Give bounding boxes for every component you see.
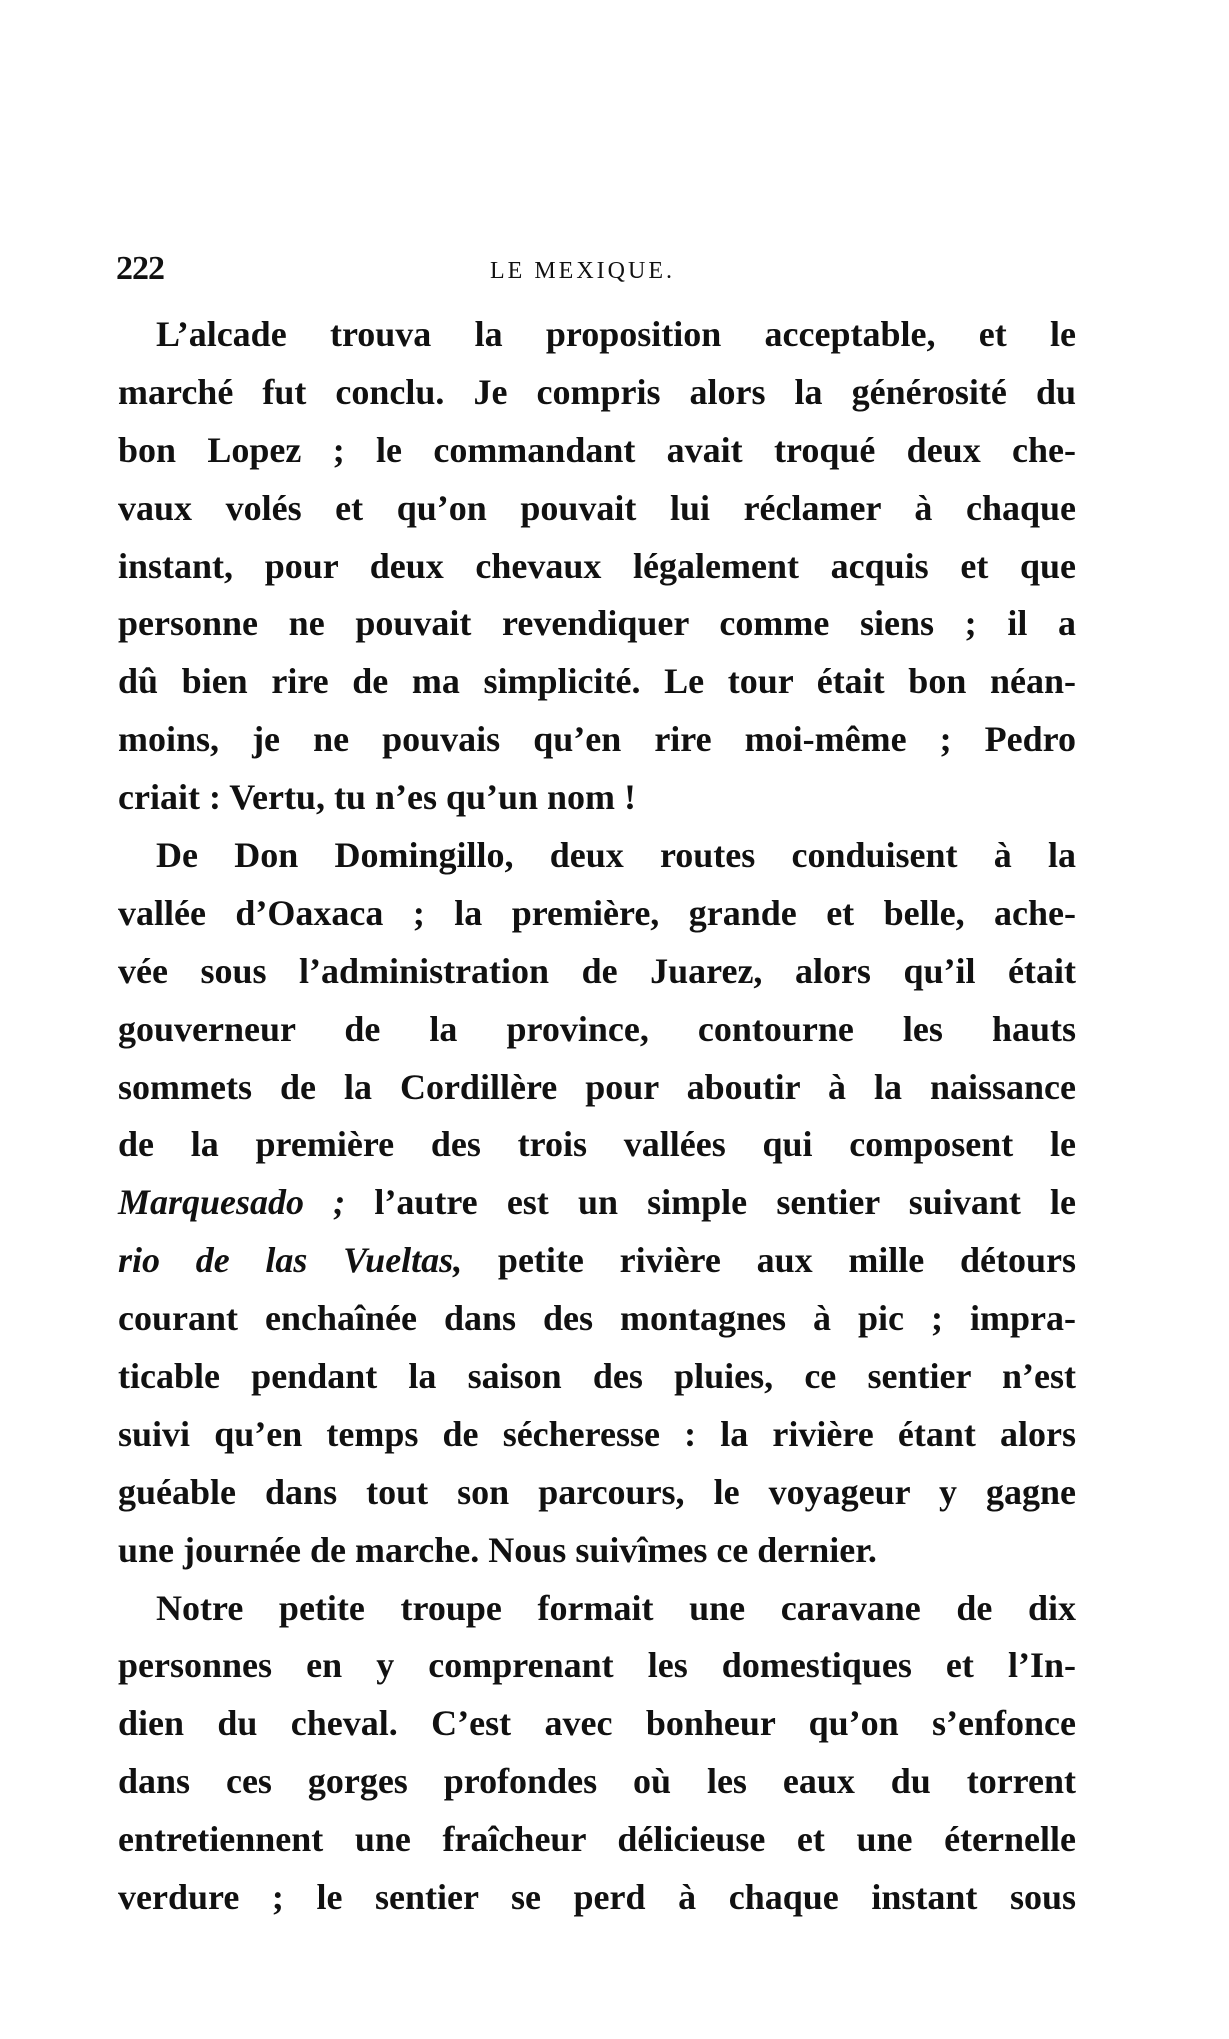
text-line: personne ne pouvait revendiquer comme siens ; il a (118, 603, 1076, 644)
text-line: bon Lopez ; le commandant avait troqué deux che- (118, 429, 1076, 470)
text-line (118, 1181, 1076, 1239)
text-line: ticable pendant la saison des pluies, ce sentier n’est (118, 1356, 1076, 1397)
text-line: une journée de marche. Nous suivîmes ce dernier. (118, 1529, 877, 1570)
text-line: dans ces gorges profondes où les eaux du torrent (118, 1761, 1076, 1802)
text-line: instant, pour deux chevaux légalement acquis et que (118, 545, 1076, 586)
italic-term: Marquesado ; (118, 1182, 346, 1223)
text-span: petite rivière aux mille détours (462, 1240, 1077, 1281)
text-line: gouverneur de la province, contourne les hauts (118, 1008, 1076, 1049)
italic-term: rio de las Vueltas, (118, 1240, 463, 1281)
text-line: vée sous l’administration de Juarez, alors qu’il était (118, 950, 1076, 991)
body-text (118, 313, 1076, 1934)
text-line: Notre petite troupe formait une caravane de dix (156, 1587, 1076, 1628)
text-line: sommets de la Cordillère pour aboutir à la naissance (118, 1066, 1076, 1107)
text-line: personnes en y comprenant les domestiques et l’In- (118, 1645, 1076, 1686)
text-line: L’alcade trouva la proposition acceptable, et le (156, 314, 1076, 354)
text-line (118, 1239, 1076, 1297)
running-title-text: LE MEXIQUE. (490, 258, 675, 284)
text-line: vallée d’Oaxaca ; la première, grande et belle, ache- (118, 892, 1076, 933)
text-line: guéable dans tout son parcours, le voyageur y gagne (118, 1471, 1076, 1512)
text-line: suivi qu’en temps de sécheresse : la rivière étant alors (118, 1413, 1076, 1454)
text-line: marché fut conclu. Je compris alors la générosité du (118, 371, 1076, 412)
text-line: criait : Vertu, tu n’es qu’un nom ! (118, 777, 637, 818)
text-line: courant enchaînée dans des montagnes à pic ; impra- (118, 1298, 1076, 1339)
text-line: moins, je ne pouvais qu’en rire moi-même ; Pedro (118, 719, 1076, 760)
text-line: De Don Domingillo, deux routes conduisent à la (156, 835, 1076, 876)
running-title (0, 258, 1229, 285)
text-line: de la première des trois vallées qui composent le (118, 1124, 1076, 1165)
text-line: vaux volés et qu’on pouvait lui réclamer à chaque (118, 487, 1076, 528)
text-line: dien du cheval. C’est avec bonheur qu’on s’enfonce (118, 1703, 1076, 1744)
page-number: 222 (116, 250, 164, 287)
text-line: entretiennent une fraîcheur délicieuse et une éternelle (118, 1819, 1076, 1860)
text-span: l’autre est un simple sentier suivant le (345, 1182, 1076, 1223)
text-line: verdure ; le sentier se perd à chaque instant sous (118, 1877, 1076, 1918)
text-line: dû bien rire de ma simplicité. Le tour était bon néan- (118, 661, 1076, 702)
